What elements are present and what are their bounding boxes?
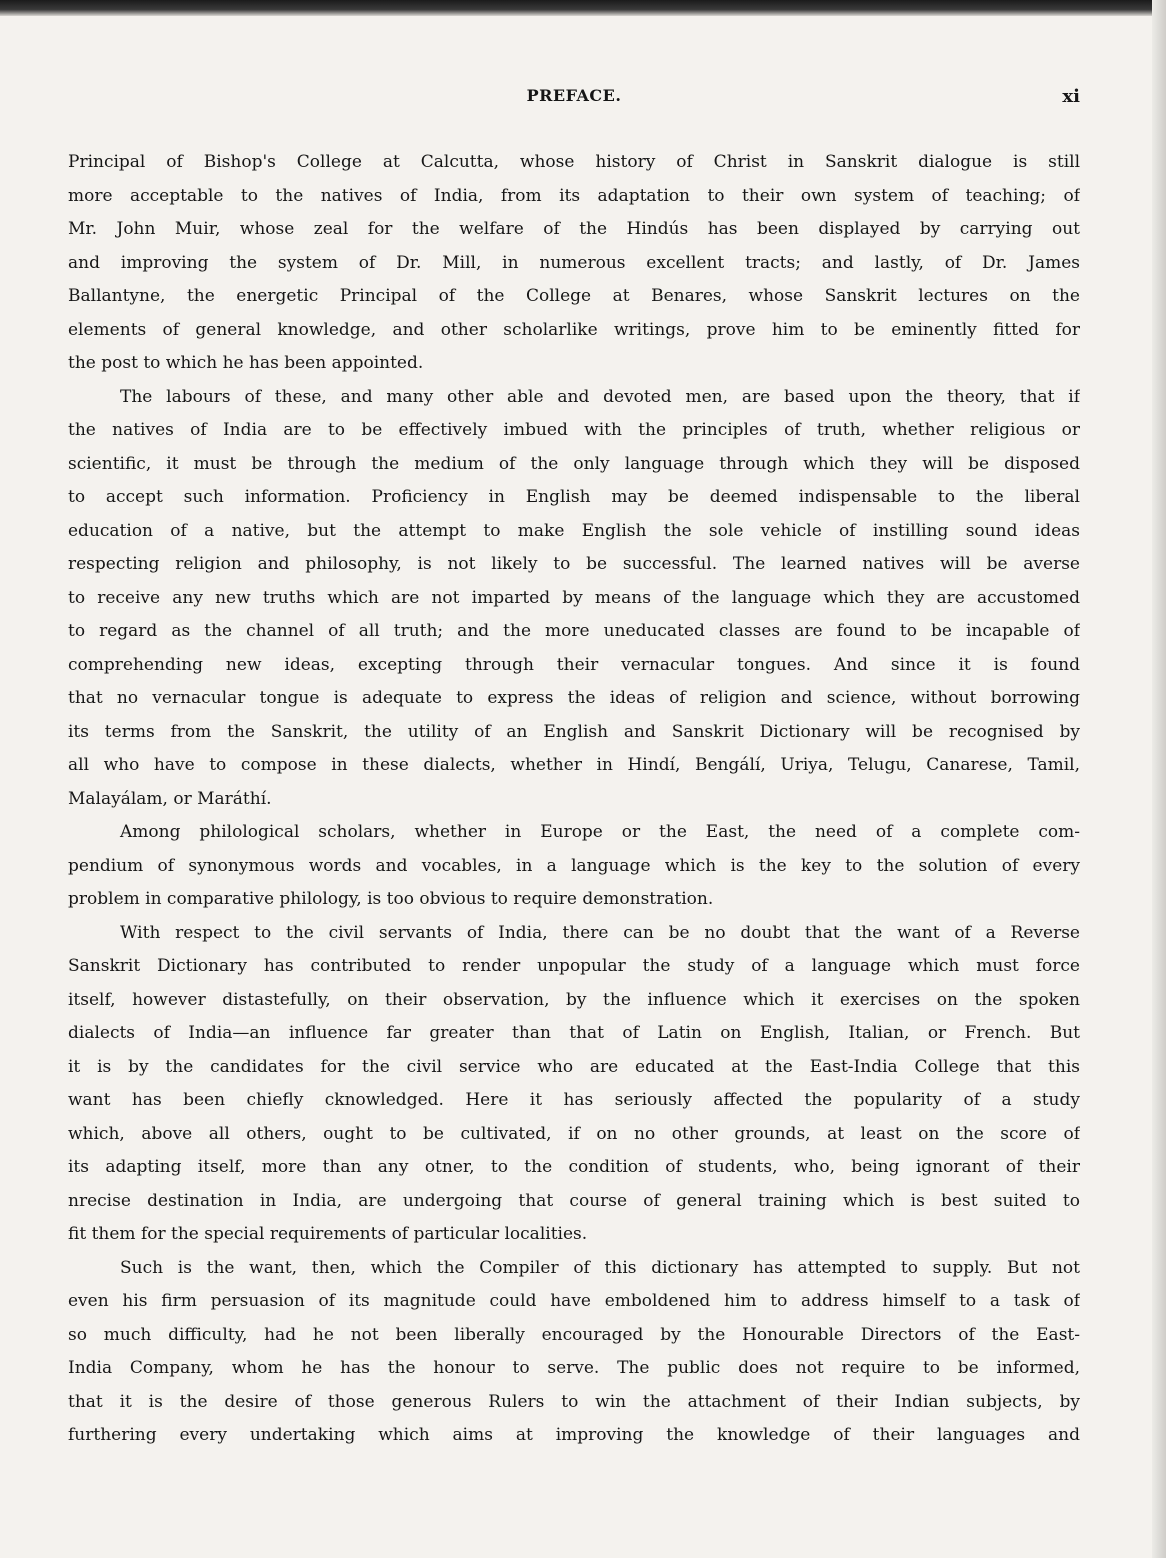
text-line: Such is the want, then, which the Compiler of this dictionary has attempted to supply. But not: [120, 1257, 1080, 1278]
text-line: all who have to compose in these dialects, whether in Hindí, Bengálí, Uriya, Telugu, Canarese, Tamil,: [68, 755, 1080, 775]
text-line: that no vernacular tongue is adequate to express the ideas of religion and science, without borrowing: [68, 688, 1080, 708]
running-title: PREFACE.: [526, 86, 622, 105]
text-line: dialects of India—an influence far greater than that of Latin on English, Italian, or French. But: [68, 1023, 1080, 1043]
text-line: fit them for the special requirements of particular localities.: [68, 1224, 588, 1244]
text-line: The labours of these, and many other able and devoted men, are based upon the theory, that if: [120, 386, 1080, 407]
text-line: that it is the desire of those generous Rulers to win the attachment of their Indian subjects, by: [68, 1391, 1080, 1412]
text-line: Among philological scholars, whether in Europe or the East, the need of a complete com-: [120, 822, 1080, 842]
paragraph: [68, 917, 1080, 1252]
text-line: to accept such information. Proficiency in English may be deemed indispensable to the liberal: [68, 487, 1080, 507]
text-line: India Company, whom he has the honour to serve. The public does not require to be informed,: [68, 1358, 1080, 1378]
text-line: respecting religion and philosophy, is not likely to be successful. The learned natives will be averse: [68, 554, 1080, 574]
text-line: even his firm persuasion of its magnitude could have emboldened him to address himself to a task of: [68, 1291, 1080, 1311]
page-number: xi: [1062, 86, 1080, 107]
body-text: [68, 146, 1080, 1453]
text-line: Mr. John Muir, whose zeal for the welfare of the Hindús has been displayed by carrying out: [68, 219, 1080, 239]
text-line: Malayálam, or Maráthí.: [68, 788, 272, 809]
text-line: problem in comparative philology, is too obvious to require demonstration.: [68, 889, 714, 909]
text-line: elements of general knowledge, and other scholarlike writings, prove him to be eminently fitted for: [68, 319, 1080, 340]
text-line: its terms from the Sanskrit, the utility of an English and Sanskrit Dictionary will be recognised by: [68, 721, 1080, 742]
paragraph: [68, 816, 1080, 917]
text-line: furthering every undertaking which aims at improving the knowledge of their languages and: [68, 1425, 1080, 1445]
text-line: nrecise destination in India, are undergoing that course of general training which is best suited to: [68, 1190, 1080, 1211]
text-line: which, above all others, ought to be cultivated, if on no other grounds, at least on the score of: [68, 1123, 1080, 1144]
text-line: the natives of India are to be effectively imbued with the principles of truth, whether religious or: [68, 420, 1080, 440]
scan-edge-right: [1152, 0, 1166, 1558]
paragraph: [68, 146, 1080, 381]
text-line: With respect to the civil servants of India, there can be no doubt that the want of a Reverse: [120, 922, 1080, 943]
text-line: want has been chiefly cknowledged. Here it has seriously affected the popularity of a study: [68, 1090, 1080, 1110]
text-line: the post to which he has been appointed.: [68, 353, 424, 373]
text-line: pendium of synonymous words and vocables, in a language which is the key to the solution of every: [68, 855, 1080, 876]
text-line: to receive any new truths which are not imparted by means of the language which they are accustomed: [68, 587, 1080, 608]
text-line: to regard as the channel of all truth; and the more uneducated classes are found to be incapable of: [68, 621, 1080, 641]
book-page: [68, 86, 1080, 1453]
text-line: and improving the system of Dr. Mill, in numerous excellent tracts; and lastly, of Dr. James: [68, 252, 1080, 273]
text-line: so much difficulty, had he not been liberally encouraged by the Honourable Directors of the East-: [68, 1324, 1080, 1345]
paragraph: [68, 1252, 1080, 1453]
text-line: its adapting itself, more than any otner, to the condition of students, who, being ignorant of their: [68, 1157, 1080, 1177]
text-line: Ballantyne, the energetic Principal of the College at Benares, whose Sanskrit lectures on the: [68, 286, 1080, 306]
text-line: education of a native, but the attempt to make English the sole vehicle of instilling sound ideas: [68, 520, 1080, 541]
text-line: more acceptable to the natives of India, from its adaptation to their own system of teaching; of: [68, 185, 1080, 206]
running-header: [68, 86, 1080, 116]
text-line: itself, however distastefully, on their observation, by the influence which it exercises on the spoken: [68, 989, 1080, 1010]
text-line: comprehending new ideas, excepting through their vernacular tongues. And since it is found: [68, 654, 1080, 675]
text-line: scientific, it must be through the medium of the only language through which they will be disposed: [68, 453, 1080, 474]
text-line: Principal of Bishop's College at Calcutta, whose history of Christ in Sanskrit dialogue is still: [68, 152, 1080, 172]
scan-edge-top: [0, 0, 1166, 16]
text-line: Sanskrit Dictionary has contributed to render unpopular the study of a language which must force: [68, 956, 1080, 976]
paragraph: [68, 381, 1080, 817]
text-line: it is by the candidates for the civil service who are educated at the East-India College that this: [68, 1056, 1080, 1077]
